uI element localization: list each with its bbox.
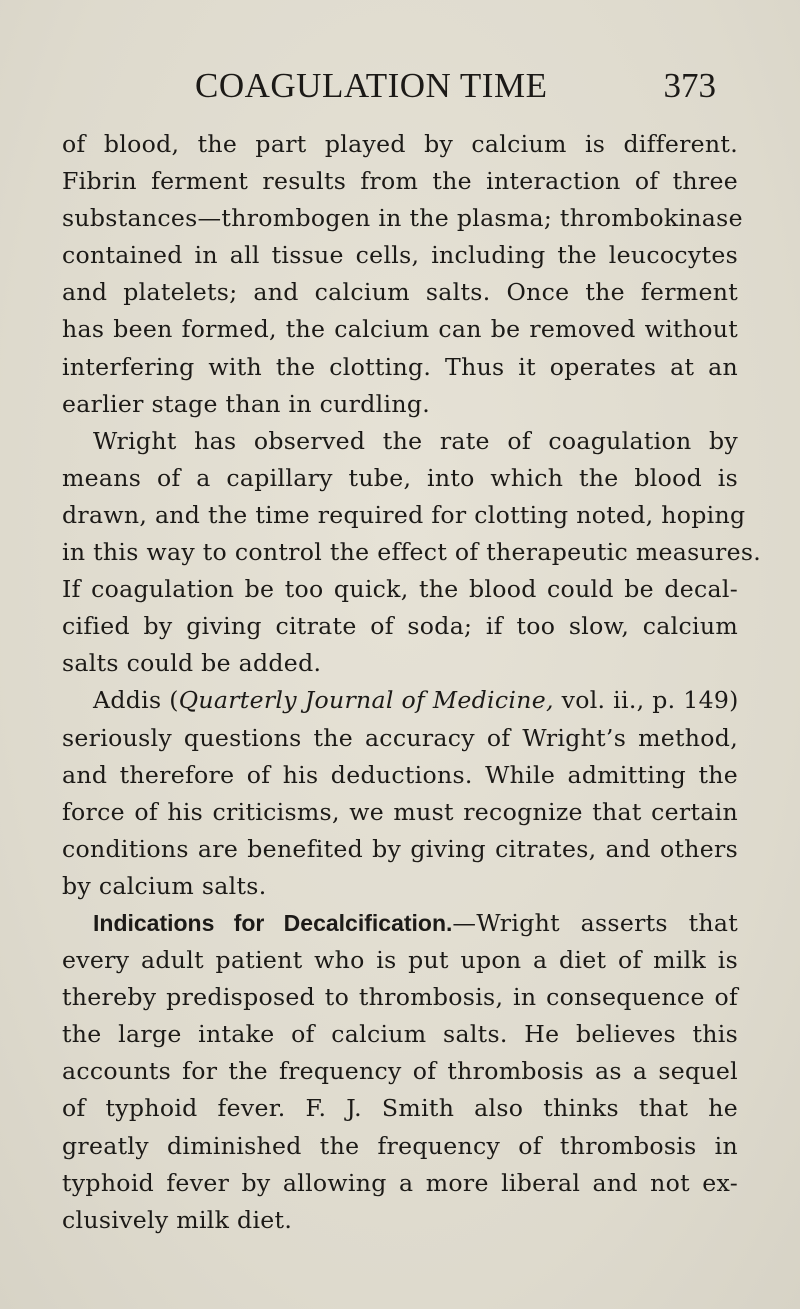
text-line: conditions are benefited by giving citrates, and others bbox=[62, 834, 738, 863]
text-line: and therefore of his deductions. While admitting the bbox=[62, 760, 738, 789]
text-line: salts could be added. bbox=[62, 649, 322, 678]
page-number: 373 bbox=[663, 66, 716, 105]
text-line: and platelets; and calcium salts. Once the ferment bbox=[62, 278, 738, 307]
text-line: seriously questions the accuracy of Wright’s method, bbox=[62, 723, 738, 752]
text-line-citation bbox=[62, 682, 738, 719]
citation-suffix: vol. ii., p. 149) bbox=[553, 686, 739, 715]
body-text bbox=[62, 126, 762, 1239]
text-line: drawn, and the time required for clotting noted, hoping bbox=[62, 500, 746, 529]
text-line: interfering with the clotting. Thus it operates at an bbox=[62, 352, 738, 381]
text-line: greatly diminished the frequency of thrombosis in bbox=[62, 1131, 738, 1160]
running-head bbox=[0, 66, 800, 110]
text-line: typhoid fever by allowing a more liberal and not ex- bbox=[62, 1168, 738, 1197]
text-line: the large intake of calcium salts. He believes this bbox=[62, 1020, 738, 1049]
journal-title: Quarterly Journal of Medicine, bbox=[178, 686, 554, 715]
text-line: in this way to control the effect of therapeutic measures. bbox=[62, 538, 762, 567]
text-line: Wright has observed the rate of coagulation by bbox=[93, 426, 738, 455]
text-line-section-heading bbox=[62, 905, 738, 942]
text-line: of typhoid fever. F. J. Smith also thinks that he bbox=[62, 1094, 738, 1123]
citation-prefix: Addis ( bbox=[93, 686, 179, 715]
text-line: contained in all tissue cells, including the leucocytes bbox=[62, 241, 738, 270]
text-line: of blood, the part played by calcium is different. bbox=[62, 130, 738, 158]
running-head-title: COAGULATION TIME bbox=[195, 66, 548, 105]
text-line: force of his criticisms, we must recognize that certain bbox=[62, 797, 738, 826]
text-line: clusively milk diet. bbox=[62, 1205, 293, 1234]
text-line: cified by giving citrate of soda; if too slow, calcium bbox=[62, 612, 738, 641]
text-line: means of a capillary tube, into which the blood is bbox=[62, 463, 738, 492]
text-line: If coagulation be too quick, the blood could be decal- bbox=[62, 575, 738, 604]
text-line: accounts for the frequency of thrombosis as a sequel bbox=[62, 1057, 738, 1086]
text-line: Fibrin ferment results from the interaction of three bbox=[62, 167, 738, 196]
section-heading-rest: —Wright asserts that bbox=[452, 908, 738, 937]
text-line: thereby predisposed to thrombosis, in consequence of bbox=[62, 983, 738, 1012]
text-line: has been formed, the calcium can be removed without bbox=[62, 315, 738, 344]
text-line: every adult patient who is put upon a diet of milk is bbox=[62, 946, 738, 975]
section-heading: Indications for Decalcification. bbox=[93, 909, 453, 936]
text-line: substances—thrombogen in the plasma; thrombokinase bbox=[62, 204, 743, 233]
text-line: by calcium salts. bbox=[62, 871, 267, 900]
text-line: earlier stage than in curdling. bbox=[62, 389, 431, 418]
